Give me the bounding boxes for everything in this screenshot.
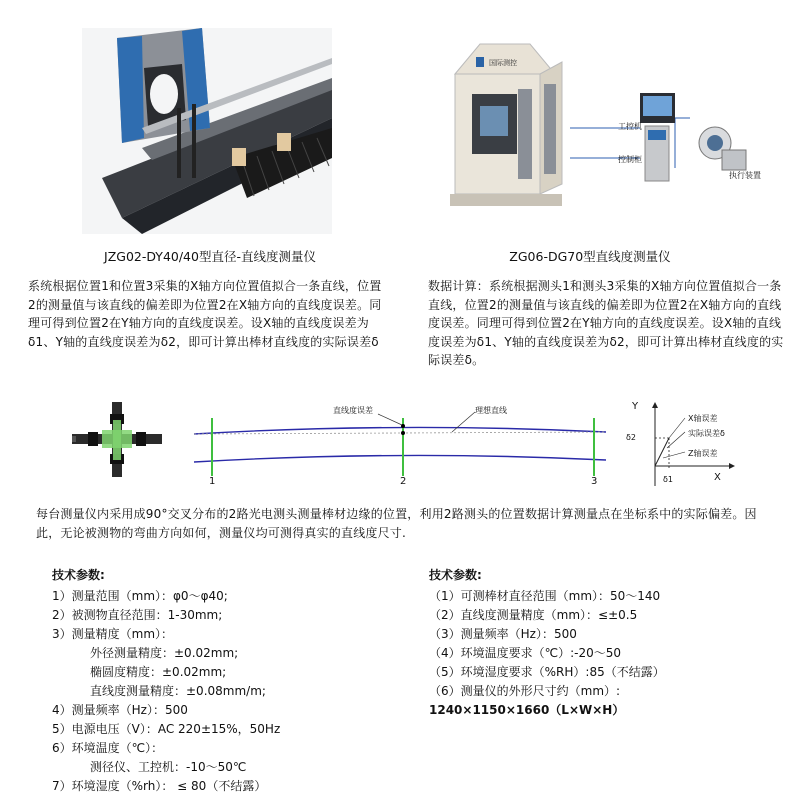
- spec-item: 3）测量精度（mm）：: [52, 627, 174, 641]
- spec-item: （6）测量仪的外形尺寸约（mm）:: [429, 684, 621, 698]
- left-caption: JZG02-DY40/40型直径-直线度测量仪: [104, 249, 316, 264]
- label-ipc: 工控机: [618, 122, 642, 131]
- delta1-label: δ1: [663, 475, 673, 484]
- spec-item: 1）测量范围（mm）：φ0～φ40;: [52, 589, 228, 603]
- spec-item: 椭圆度精度：±0.02mm;: [90, 665, 227, 679]
- specs-left: [52, 566, 392, 796]
- left-description: 系统根据位置1和位置3采集的X轴方向位置值拟合一条直线，位置2的测量值与该直线的偏差即为位置2在X轴方向的直线度误差。同理可得到位置2在Y轴方向的直线度误差。设X轴的直线度误差为δ1、Y轴的直线度误差为δ2，即可计算出棒材直线度的实际误差δ: [28, 279, 382, 349]
- logo-text: 国际测控: [489, 59, 517, 67]
- specs-right: [429, 566, 769, 720]
- label-ideal-line: 理想直线: [475, 406, 507, 415]
- spec-item-dimensions: 1240×1150×1660（L×W×H）: [429, 703, 625, 717]
- position-2-label: 2: [400, 476, 407, 487]
- legend-z-error: Z轴误差: [688, 449, 718, 458]
- right-caption: ZG06-DG70型直线度测量仪: [509, 249, 671, 264]
- spec-item: 直线度测量精度：±0.08mm/m;: [90, 684, 266, 698]
- spec-item: （3）测量频率（Hz）：500: [429, 627, 577, 641]
- specs-left-title: 技术参数:: [52, 568, 105, 582]
- axis-x-label: X: [714, 472, 721, 483]
- spec-item: 2）被测物直径范围：1-30mm;: [52, 608, 223, 622]
- cross-probe-icon: [72, 402, 162, 477]
- spec-item: 5）电源电压（V）：AC 220±15%，50Hz: [52, 722, 281, 736]
- position-1-label: 1: [209, 476, 216, 487]
- label-straightness-error: 直线度误差: [333, 406, 373, 415]
- legend-actual-error: 实际误差δ: [688, 429, 725, 438]
- delta2-label: δ2: [626, 433, 636, 442]
- spec-item: （5）环境湿度要求（%RH）:85（不结露）: [429, 665, 665, 679]
- axis-y-label: Y: [632, 401, 639, 412]
- spec-item: 6）环境温度（℃）：: [52, 741, 164, 755]
- spec-item: 7）环境湿度（%rh）： ≤ 80（不结露）: [52, 779, 267, 793]
- spec-item: 4）测量频率（Hz）：500: [52, 703, 188, 717]
- middle-description: 每台测量仪内采用成90°交叉分布的2路光电测头测量棒材边缘的位置，利用2路测头的位置数据计算测量点在坐标系中的实际偏差。因此，无论被测物的弯曲方向如何，测量仪均可测得真实的直线度尺寸.: [36, 507, 757, 540]
- specs-right-title: 技术参数:: [429, 568, 482, 582]
- label-actuator: 执行装置: [729, 171, 761, 180]
- spec-item: 外径测量精度：±0.02mm;: [90, 646, 239, 660]
- logo-icon: [476, 57, 484, 67]
- label-control-cabinet: 控制柜: [618, 155, 642, 164]
- machine-photo-left: [82, 28, 332, 234]
- spec-item: 测径仪、工控机：-10～50℃: [90, 760, 247, 774]
- legend-x-error: X轴误差: [688, 414, 718, 423]
- position-3-label: 3: [591, 476, 598, 487]
- spec-item: （4）环境温度要求（℃）:-20～50: [429, 646, 622, 660]
- spec-item: （2）直线度测量精度（mm）：≤±0.5: [429, 608, 638, 622]
- spec-item: （1）可测棒材直径范围（mm）：50～140: [429, 589, 661, 603]
- right-description: 数据计算：系统根据测头1和测头3采集的X轴方向位置值拟合一条直线，位置2的测量值与该直线的偏差即为位置2在X轴方向的直线度误差。同理可得到位置2在Y轴方向的直线度误差。设X轴的直线度误差为δ1、Y轴的直线度误差为δ2，即可计算出棒材直线度的实际误差δ。: [428, 279, 784, 367]
